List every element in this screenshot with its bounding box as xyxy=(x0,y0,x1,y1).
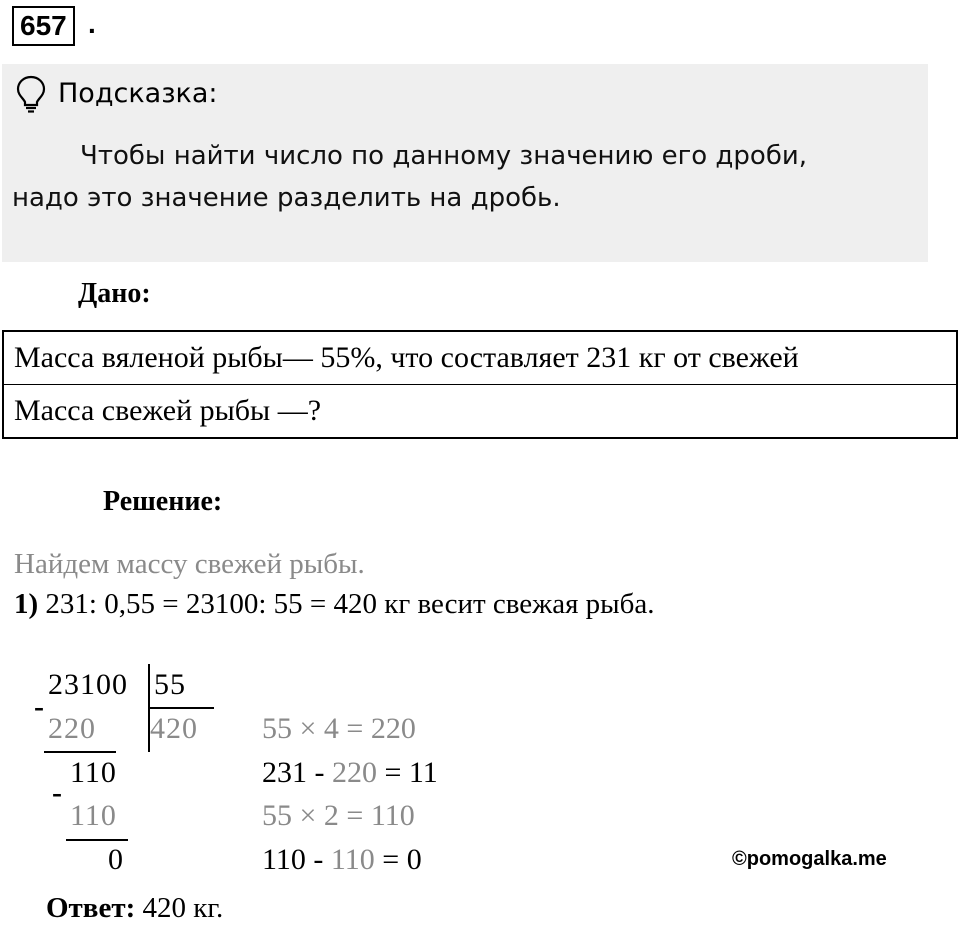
hint-text-line1: Чтобы найти число по данному значению его дроби, xyxy=(80,141,808,171)
minus-sign: - xyxy=(34,690,44,723)
task-number-dot: . xyxy=(88,8,96,39)
given-row xyxy=(3,385,957,439)
calc-line-1: 55 × 4 = 220 xyxy=(262,712,416,745)
answer-label: Ответ: xyxy=(46,892,136,924)
answer-value: 420 кг. xyxy=(142,892,224,924)
divisor: 55 xyxy=(154,668,186,701)
given-row xyxy=(3,331,957,385)
division-line xyxy=(66,839,128,841)
dividend: 23100 xyxy=(48,668,128,701)
calc-line-3: 55 × 2 = 110 xyxy=(262,799,415,832)
calc-part: 110 - xyxy=(262,843,331,876)
watermark: ©pomogalka.me xyxy=(732,848,887,870)
task-number xyxy=(12,6,75,46)
subtrahend-2: 110 xyxy=(70,799,117,832)
task-number-value: 657 xyxy=(20,10,67,41)
calc-line-2 xyxy=(262,756,438,790)
divisor-underline xyxy=(150,707,214,709)
calc-part: = 11 xyxy=(377,756,438,789)
remainder-2: 0 xyxy=(108,843,124,876)
solution-title: Решение: xyxy=(103,486,223,517)
given-cell: Масса вяленой рыбы— 55%, что составляет 231 кг от свежей xyxy=(3,331,957,385)
step-prefix: 1) xyxy=(14,588,39,620)
calc-part: 231 - xyxy=(262,756,332,789)
hint-text-line2: надо это значение разделить на дробь. xyxy=(12,183,561,213)
remainder-1: 110 xyxy=(70,756,117,789)
given-cell: Масса свежей рыбы —? xyxy=(3,385,957,439)
hint-title: Подсказка: xyxy=(58,78,218,109)
calc-part: 110 xyxy=(330,843,375,876)
step-expression: 231: 0,55 = 23100: 55 = 420 кг весит свежая рыба. xyxy=(45,588,655,620)
solution-intro: Найдем массу свежей рыбы. xyxy=(14,548,365,580)
answer xyxy=(46,892,223,925)
division-line xyxy=(44,751,116,753)
quotient: 420 xyxy=(150,712,198,745)
subtrahend-1: 220 xyxy=(48,712,96,745)
calc-part: = 0 xyxy=(374,843,422,876)
calc-part: 220 xyxy=(332,756,377,789)
calc-line-4 xyxy=(262,843,422,877)
given-table xyxy=(2,330,958,439)
minus-sign: - xyxy=(52,776,62,809)
solution-step xyxy=(14,588,655,621)
lightbulb-icon xyxy=(14,74,48,114)
given-title: Дано: xyxy=(78,278,151,309)
